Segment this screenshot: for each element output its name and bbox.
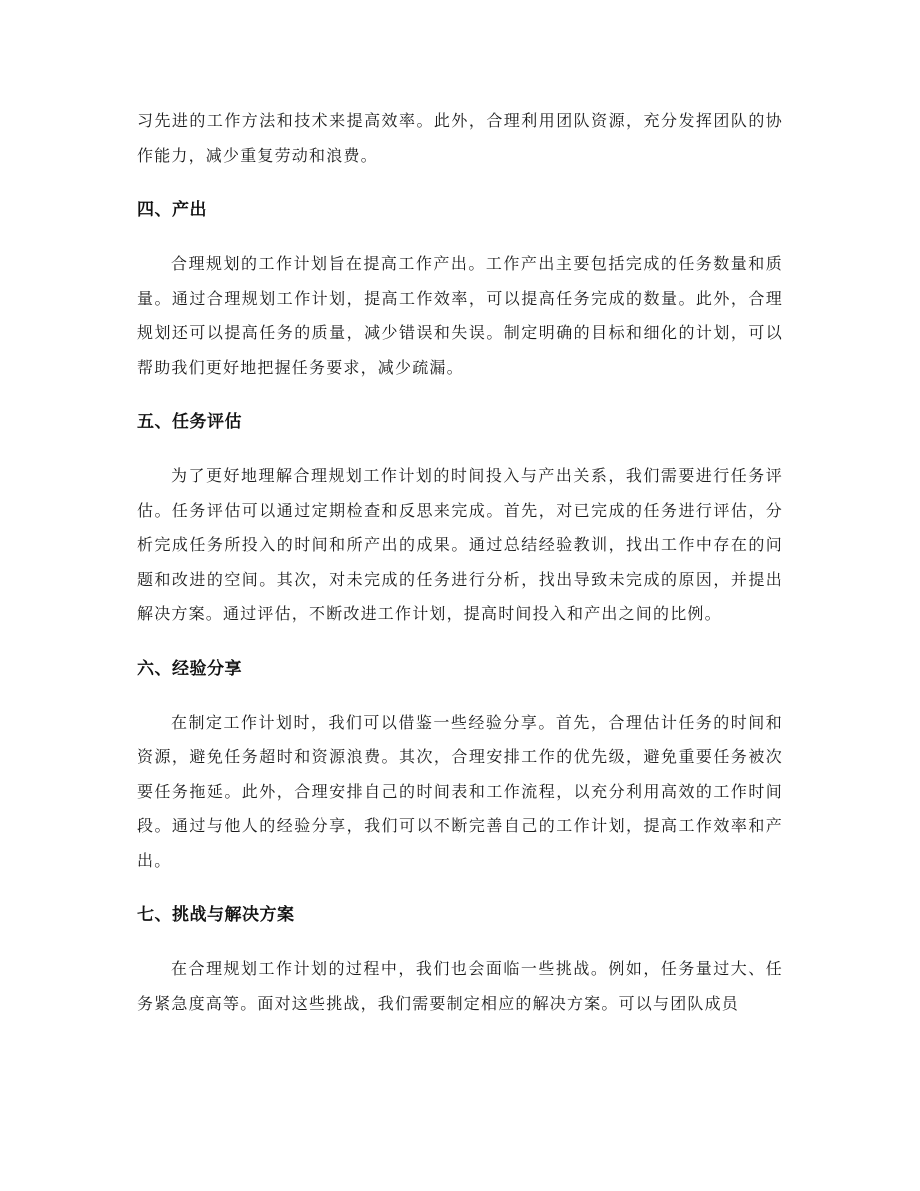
paragraph-challenges-solutions: 在合理规划工作计划的过程中，我们也会面临一些挑战。例如，任务量过大、任务紧急度高等。面对这些挑战，我们需要制定相应的解决方案。可以与团队成员 [137,959,783,1013]
section-heading-task-evaluation: 五、任务评估 [137,412,242,432]
section-heading-challenges-solutions: 七、挑战与解决方案 [137,905,295,925]
paragraph-continuation: 习先进的工作方法和技术来提高效率。此外，合理利用团队资源，充分发挥团队的协作能力，减少重复劳动和浪费。 [137,111,783,165]
paragraph-experience-sharing: 在制定工作计划时，我们可以借鉴一些经验分享。首先，合理估计任务的时间和资源，避免任务超时和资源浪费。其次，合理安排工作的优先级，避免重要任务被次要任务拖延。此外，合理安排自己的时间表和工作流程，以充分利用高效的工作时间段。通过与他人的经验分享，我们可以不断完善自己的工作计划，提高工作效率和产出。 [137,712,783,870]
document-body [137,104,783,1021]
section-heading-output: 四、产出 [137,200,207,220]
paragraph-task-evaluation: 为了更好地理解合理规划工作计划的时间投入与产出关系，我们需要进行任务评估。任务评估可以通过定期检查和反思来完成。首先，对已完成的任务进行评估，分析完成任务所投入的时间和所产出的成果。通过总结经验教训，找出工作中存在的问题和改进的空间。其次，对未完成的任务进行分析，找出导致未完成的原因，并提出解决方案。通过评估，不断改进工作计划，提高时间投入和产出之间的比例。 [137,466,783,623]
section-heading-experience-sharing: 六、经验分享 [137,658,242,679]
paragraph-output: 合理规划的工作计划旨在提高工作产出。工作产出主要包括完成的任务数量和质量。通过合理规划工作计划，提高工作效率，可以提高任务完成的数量。此外，合理规划还可以提高任务的质量，减少错误和失误。制定明确的目标和细化的计划，可以帮助我们更好地把握任务要求，减少疏漏。 [137,254,783,377]
